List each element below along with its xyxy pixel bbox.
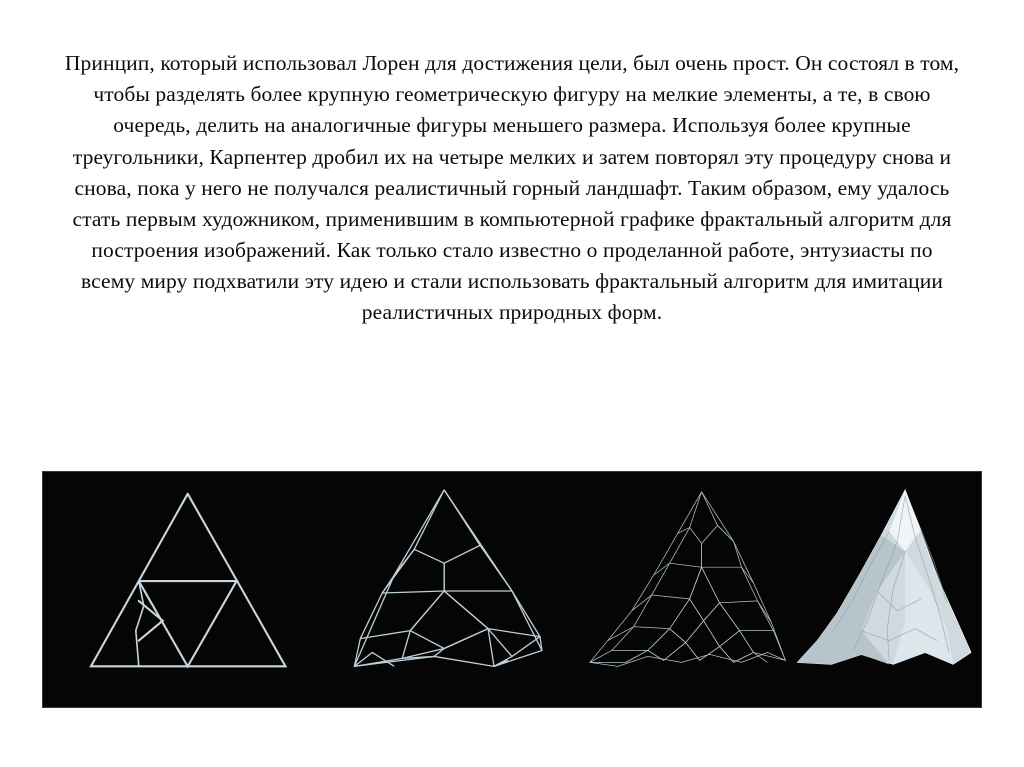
- fractal-stages-svg: [43, 472, 981, 707]
- figure-background: [43, 472, 981, 707]
- slide-body-text: Принцип, который использовал Лорен для достижения цели, был очень прост. Он состоял в том, чтобы разделять более крупную геометрическую фигуру на мелкие элементы, а те, в свою очередь, делить на аналогичные фигуры меньшего размера. Используя более крупные треугольники, Карпентер дробил их на четыре мелких и затем повторял эту процедуру снова и снова, пока у него не получался реалистичный горный ландшафт. Таким образом, ему удалось стать первым художником, применившим в компьютерной графике фрактальный алгоритм для построения изображений. Как только стало известно о проделанной работе, энтузиасты по всему миру подхватили эту идею и стали использовать фрактальный алгоритм для имитации реалистичных природных форм.: [64, 51, 960, 325]
- fractal-mountain-figure: [42, 471, 982, 708]
